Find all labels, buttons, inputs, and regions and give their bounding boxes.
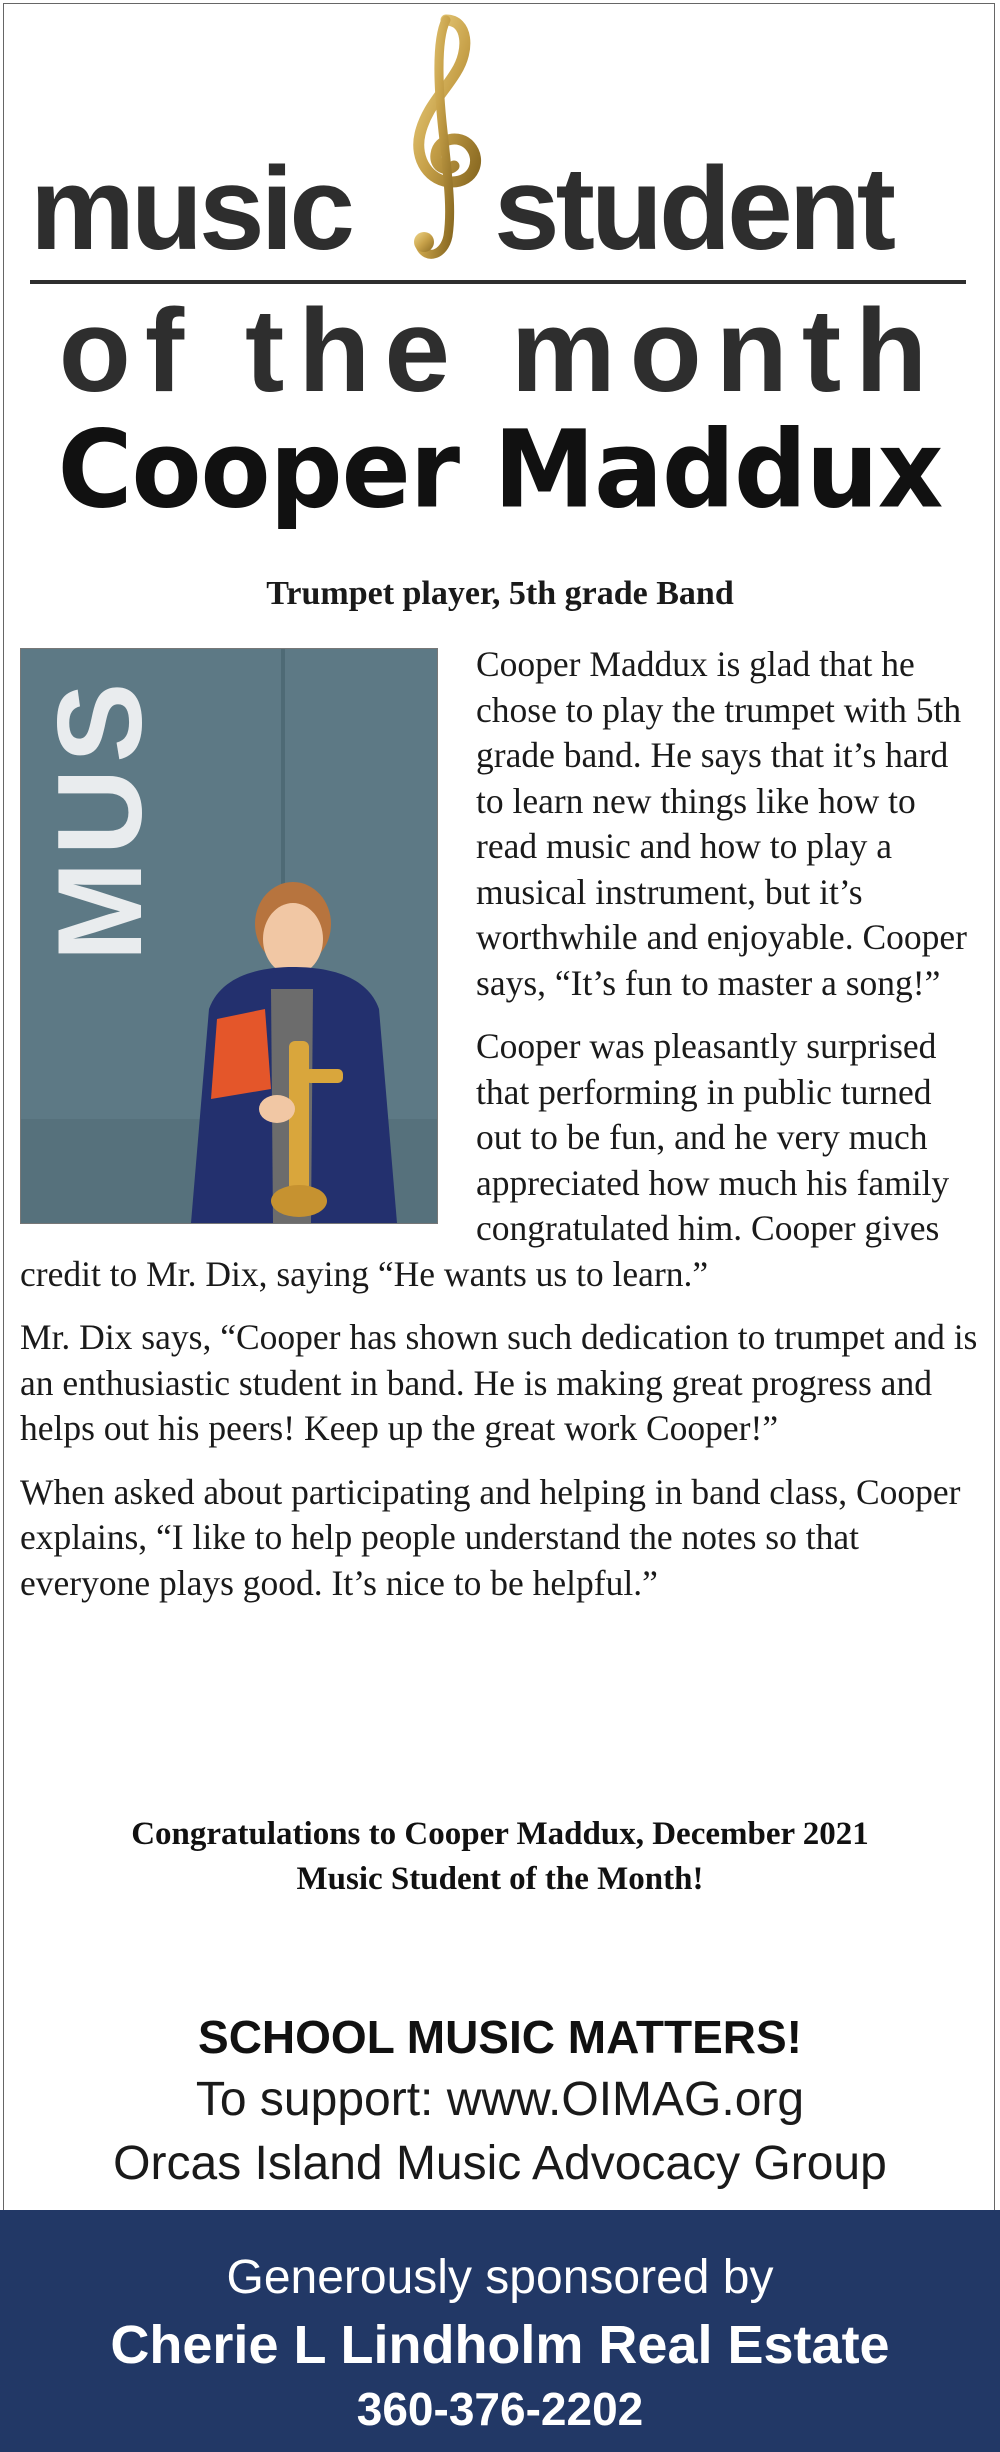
article-paragraph-2: Cooper was pleasantly surprised that performing in public turned out to be fun, and he very much appreciated how much his family congratulated him. Cooper gives credit to Mr. Dix, saying “He wants us to learn.” — [20, 1026, 950, 1294]
student-name: Cooper Maddux — [57, 408, 943, 533]
support-url: To support: www.OIMAG.org — [195, 2073, 805, 2126]
masthead-word-student: student — [494, 143, 893, 275]
masthead-of-the-month: of the month — [58, 285, 942, 417]
wall-letters: MUS — [33, 676, 167, 962]
congrats-line-1: Congratulations to Cooper Maddux, December 2021 — [131, 1816, 869, 1852]
article-paragraph-1: Cooper Maddux is glad that he chose to play the trumpet with 5th grade band. He says that it’s hard to learn new things like how to read music and how to play a musical instrument, but it’s worthwhile and enjoyable. Cooper says, “It’s fun to master a song!” — [476, 644, 967, 1003]
congrats-line-2: Music Student of the Month! — [296, 1861, 704, 1897]
article-paragraph-4: When asked about participating and helping in band class, Cooper explains, “I like to help people understand the notes so that everyone plays good. It’s nice to be helpful.” — [20, 1471, 961, 1603]
sponsor-phone: 360-376-2202 — [356, 2383, 644, 2435]
advocacy-group-name: Orcas Island Music Advocacy Group — [113, 2137, 887, 2190]
school-music-matters: SCHOOL MUSIC MATTERS! — [198, 2011, 802, 2063]
sponsor-intro: Generously sponsored by — [226, 2251, 774, 2304]
masthead-word-music: music — [30, 143, 352, 275]
sponsor-name: Cherie L Lindholm Real Estate — [110, 2315, 890, 2375]
congratulations-block — [0, 1812, 1000, 1902]
article-paragraph-3: Mr. Dix says, “Cooper has shown such dedication to trumpet and is an enthusiastic student in band. He is making great progress and helps out his peers! Keep up the great work Cooper!” — [20, 1317, 978, 1448]
sponsor-band — [0, 2210, 1000, 2452]
masthead — [0, 0, 1000, 420]
article-body — [20, 642, 982, 1624]
student-subtitle: Trumpet player, 5th grade Band — [266, 575, 734, 612]
masthead-divider — [30, 280, 966, 284]
